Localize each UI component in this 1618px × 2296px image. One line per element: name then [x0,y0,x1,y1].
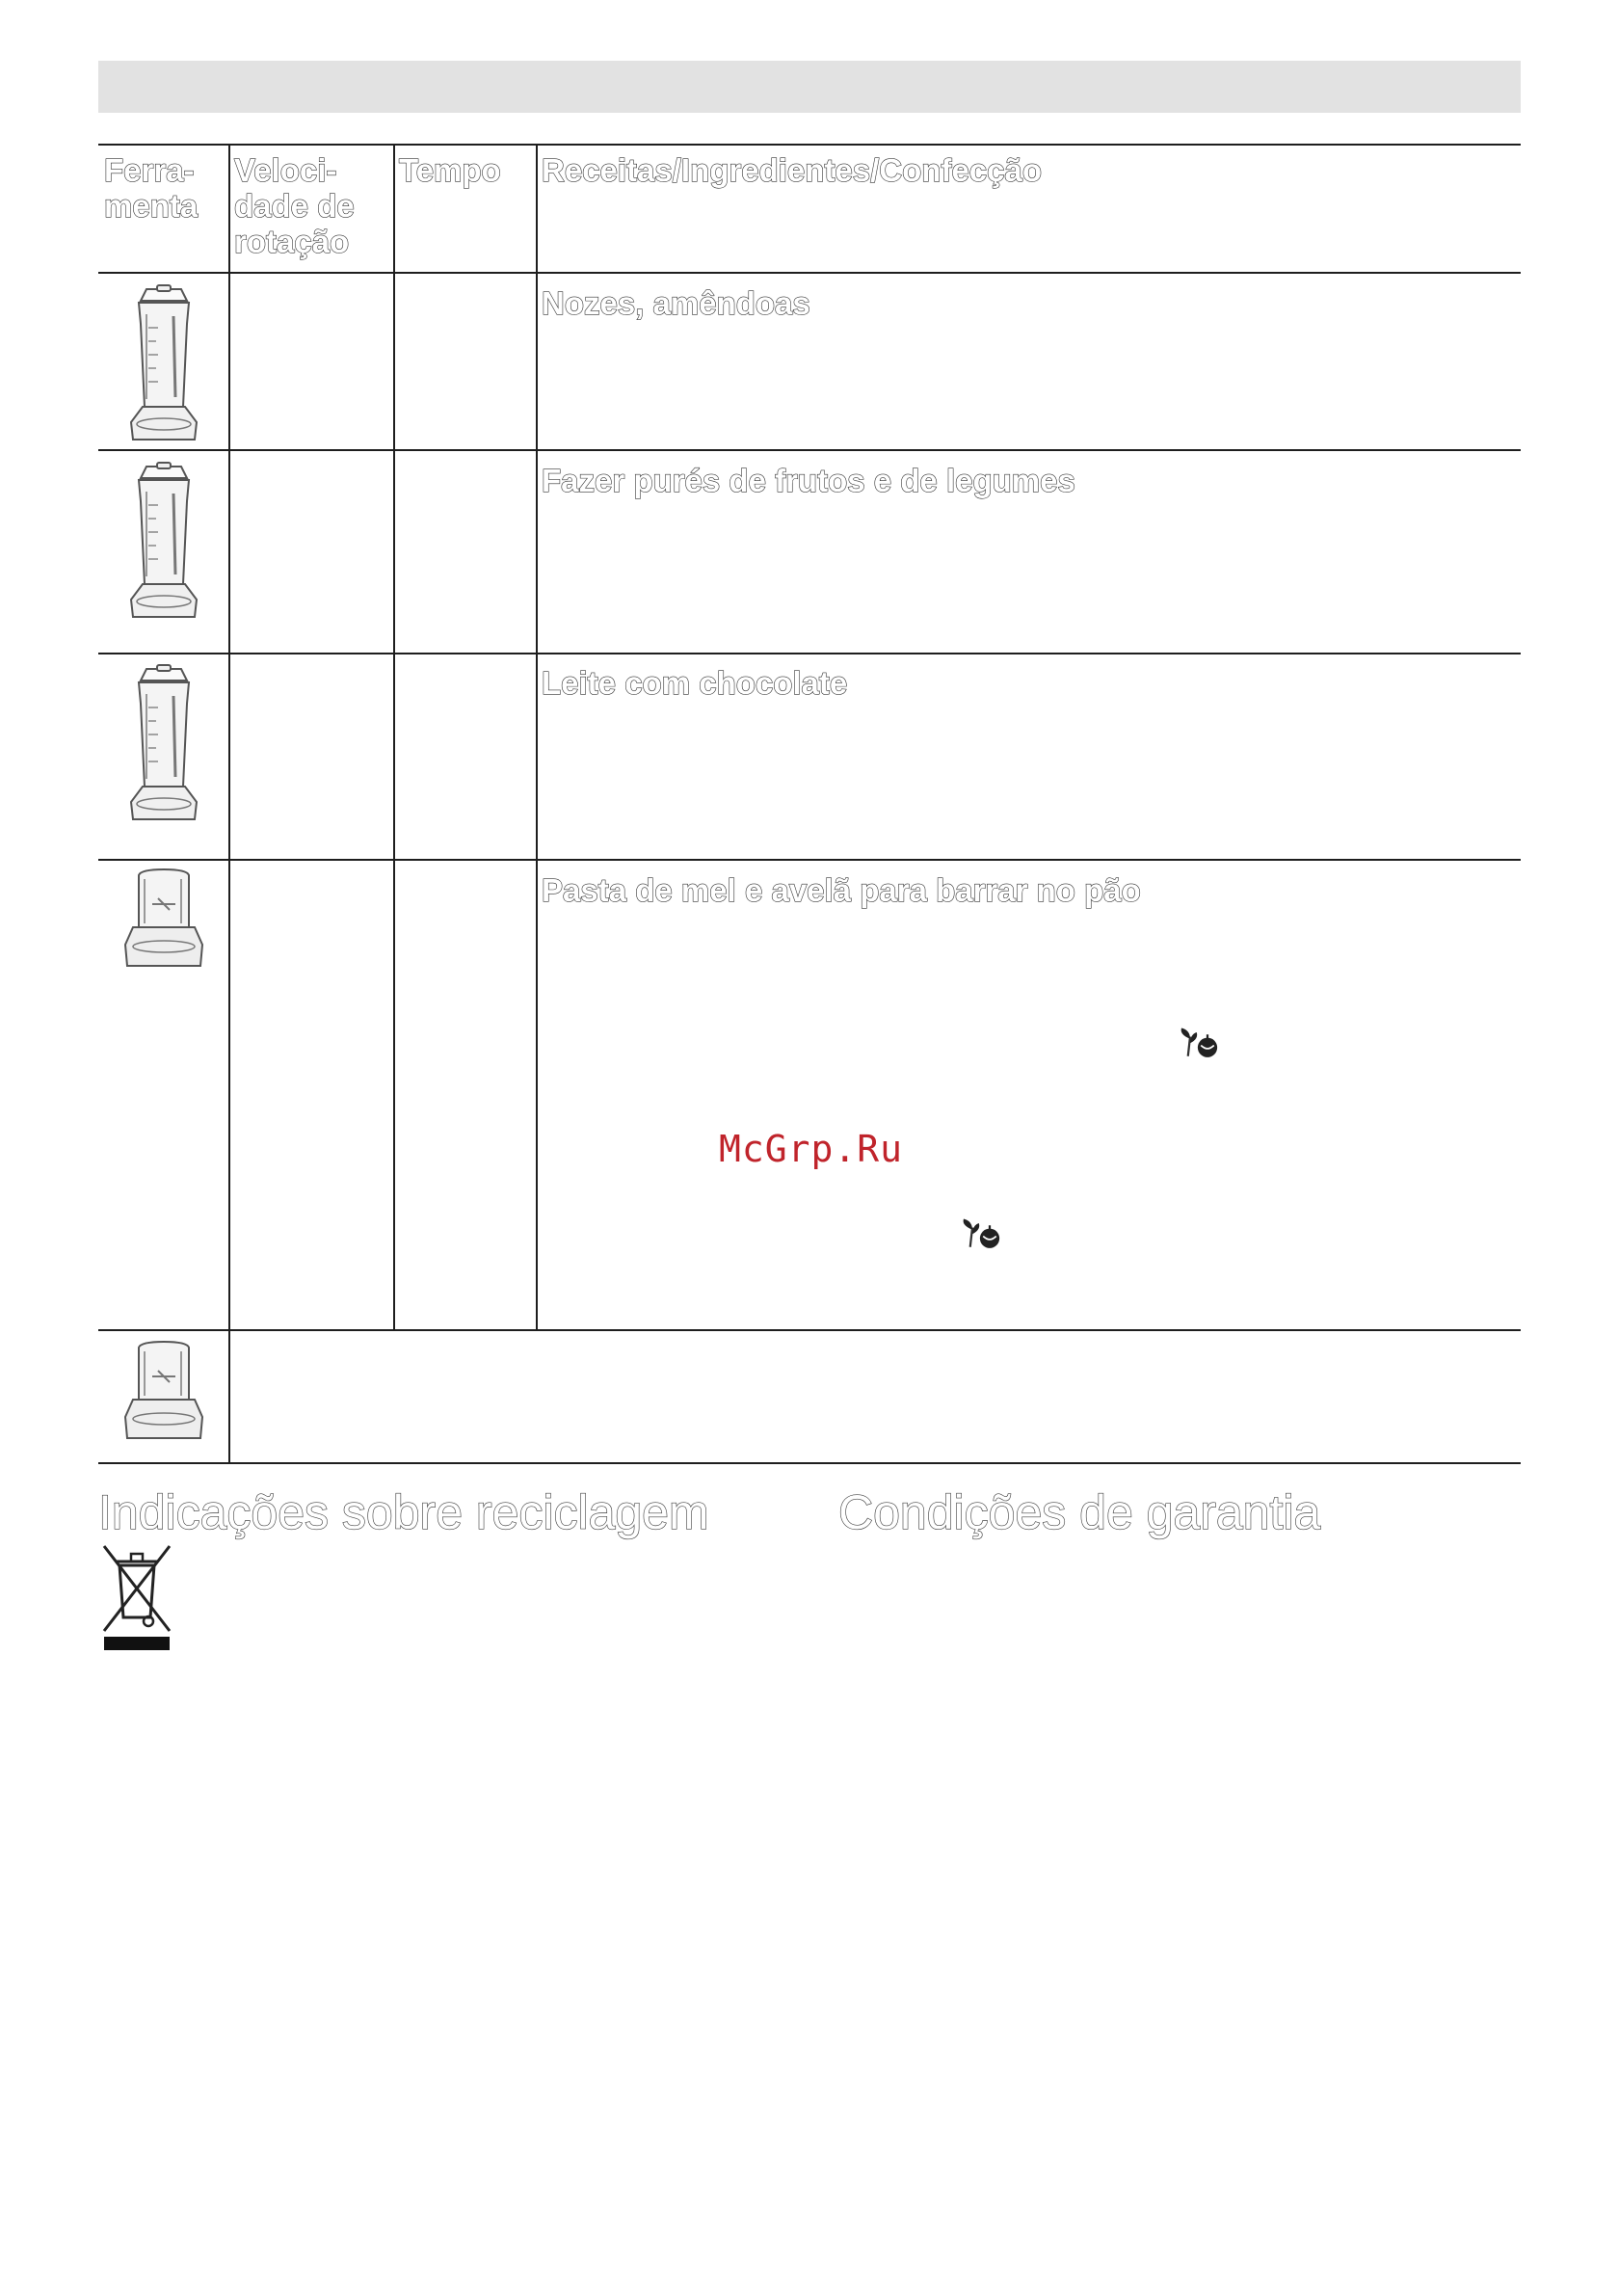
header-speed [234,152,355,259]
warranty-title: Condições de garantia [838,1485,1321,1539]
recycling-title: Indicações sobre reciclagem [98,1485,709,1539]
header-tool-line: menta [104,188,199,224]
blender-jug-icon [123,663,204,823]
table-bottom-rule [98,1462,1521,1464]
header-recipes: Receitas/Ingredientes/Confecção [542,152,1043,188]
table-row-divider [98,653,1521,654]
table-top-rule [98,144,1521,146]
recipe-title: Pasta de mel e avelã para barrar no pão [542,872,1141,908]
table-column-divider [393,145,395,1330]
table-row-divider [98,272,1521,274]
header-tool-line: Ferra- [104,152,195,188]
header-speed-line: rotação [234,224,350,259]
herb-garlic-icon [960,1215,1002,1249]
header-speed-line: dade de [234,188,355,224]
mini-chopper-icon [123,1340,204,1440]
crossed-out-wheelie-bin-icon [98,1540,175,1652]
header-speed-line: Veloci- [234,152,337,188]
table-row-divider [98,449,1521,451]
table-column-divider [228,145,230,1463]
recipe-title: Fazer purés de frutos e de legumes [542,463,1075,498]
herb-garlic-icon [1178,1024,1220,1058]
header-tool [104,152,198,224]
blender-jug-icon [123,461,204,621]
header-band [98,61,1521,113]
recipe-title: Nozes, amêndoas [542,285,810,321]
watermark: McGrp.Ru [719,1128,904,1170]
table-row-divider [98,1329,1521,1331]
header-time: Tempo [399,152,501,188]
recipe-title: Leite com chocolate [542,665,848,701]
table-column-divider [536,145,538,1330]
table-row-divider [98,859,1521,861]
mini-chopper-icon [123,868,204,968]
blender-jug-icon [123,283,204,443]
